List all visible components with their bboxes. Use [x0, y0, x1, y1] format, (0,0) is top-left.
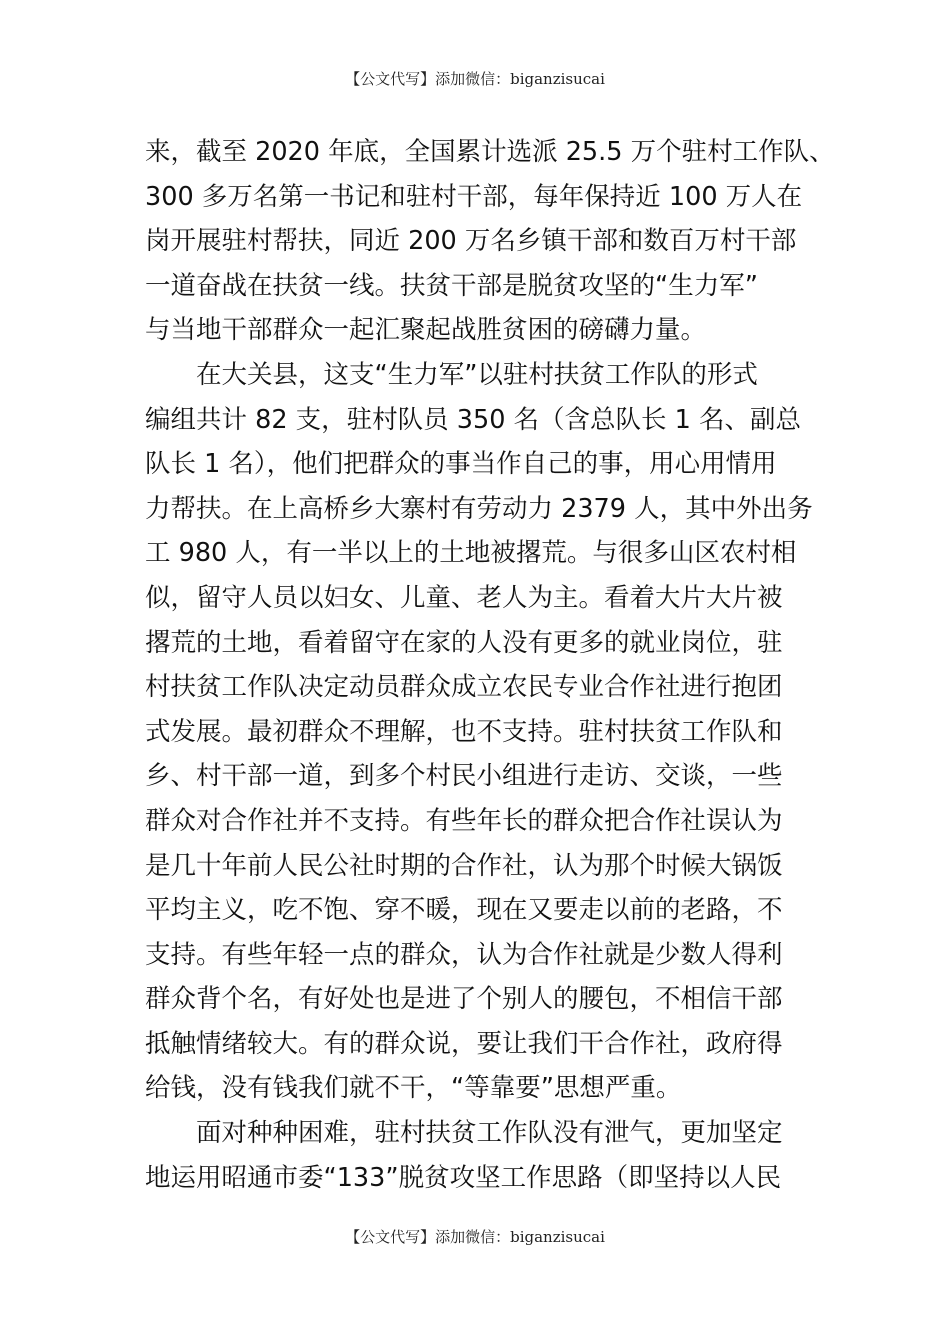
document-body: [145, 130, 835, 1200]
text-line: 乡、村干部一道，到多个村民小组进行走访、交谈，一些: [145, 761, 783, 792]
paragraph-start-line: 在大关县，这支“生力军”以驻村扶贫工作队的形式: [196, 359, 758, 390]
page-header-watermark: 【公文代写】添加微信：biganzisucai: [345, 70, 605, 88]
text-line: 撂荒的土地，看着留守在家的人没有更多的就业岗位，驻: [145, 627, 783, 658]
text-line: 岗开展驻村帮扶，同近 200 万名乡镇干部和数百万村干部: [145, 226, 797, 257]
text-line: 工 980 人，有一半以上的土地被撂荒。与很多山区农村相: [145, 538, 797, 569]
text-line: 300 多万名第一书记和驻村干部，每年保持近 100 万人在: [145, 181, 803, 212]
text-line: 来，截至 2020 年底，全国累计选派 25.5 万个驻村工作队、: [145, 137, 835, 167]
text-line: 队长 1 名），他们把群众的事当作自己的事，用心用情用: [145, 449, 777, 480]
text-line: 力帮扶。在上高桥乡大寨村有劳动力 2379 人，其中外出务: [145, 493, 813, 524]
text-line: 村扶贫工作队决定动员群众成立农民专业合作社进行抱团: [145, 672, 783, 703]
text-line: 与当地干部群众一起汇聚起战胜贫困的磅礴力量。: [145, 315, 707, 346]
text-line: 群众对合作社并不支持。有些年长的群众把合作社误认为: [145, 805, 783, 836]
paragraph-start-line: 面对种种困难，驻村扶贫工作队没有泄气，更加坚定: [196, 1118, 783, 1149]
text-line: 地运用昭通市委“133”脱贫攻坚工作思路（即坚持以人民: [145, 1162, 782, 1193]
text-line: 式发展。最初群众不理解，也不支持。驻村扶贫工作队和: [145, 716, 783, 747]
text-line: 支持。有些年轻一点的群众，认为合作社就是少数人得利: [145, 939, 783, 970]
text-line: 编组共计 82 支，驻村队员 350 名（含总队长 1 名、副总: [145, 404, 801, 435]
text-line: 一道奋战在扶贫一线。扶贫干部是脱贫攻坚的“生力军”: [145, 270, 758, 301]
text-line: 群众背个名，有好处也是进了个别人的腰包，不相信干部: [145, 984, 783, 1015]
text-line: 抵触情绪较大。有的群众说，要让我们干合作社，政府得: [145, 1028, 783, 1059]
text-line: 平均主义，吃不饱、穿不暖，现在又要走以前的老路，不: [145, 895, 783, 926]
text-line: 似，留守人员以妇女、儿童、老人为主。看着大片大片被: [145, 582, 783, 613]
text-line: 给钱，没有钱我们就不干，“等靠要”思想严重。: [145, 1073, 682, 1104]
text-line: 是几十年前人民公社时期的合作社，认为那个时候大锅饭: [145, 850, 783, 881]
page-footer-watermark: 【公文代写】添加微信：biganzisucai: [345, 1228, 605, 1246]
